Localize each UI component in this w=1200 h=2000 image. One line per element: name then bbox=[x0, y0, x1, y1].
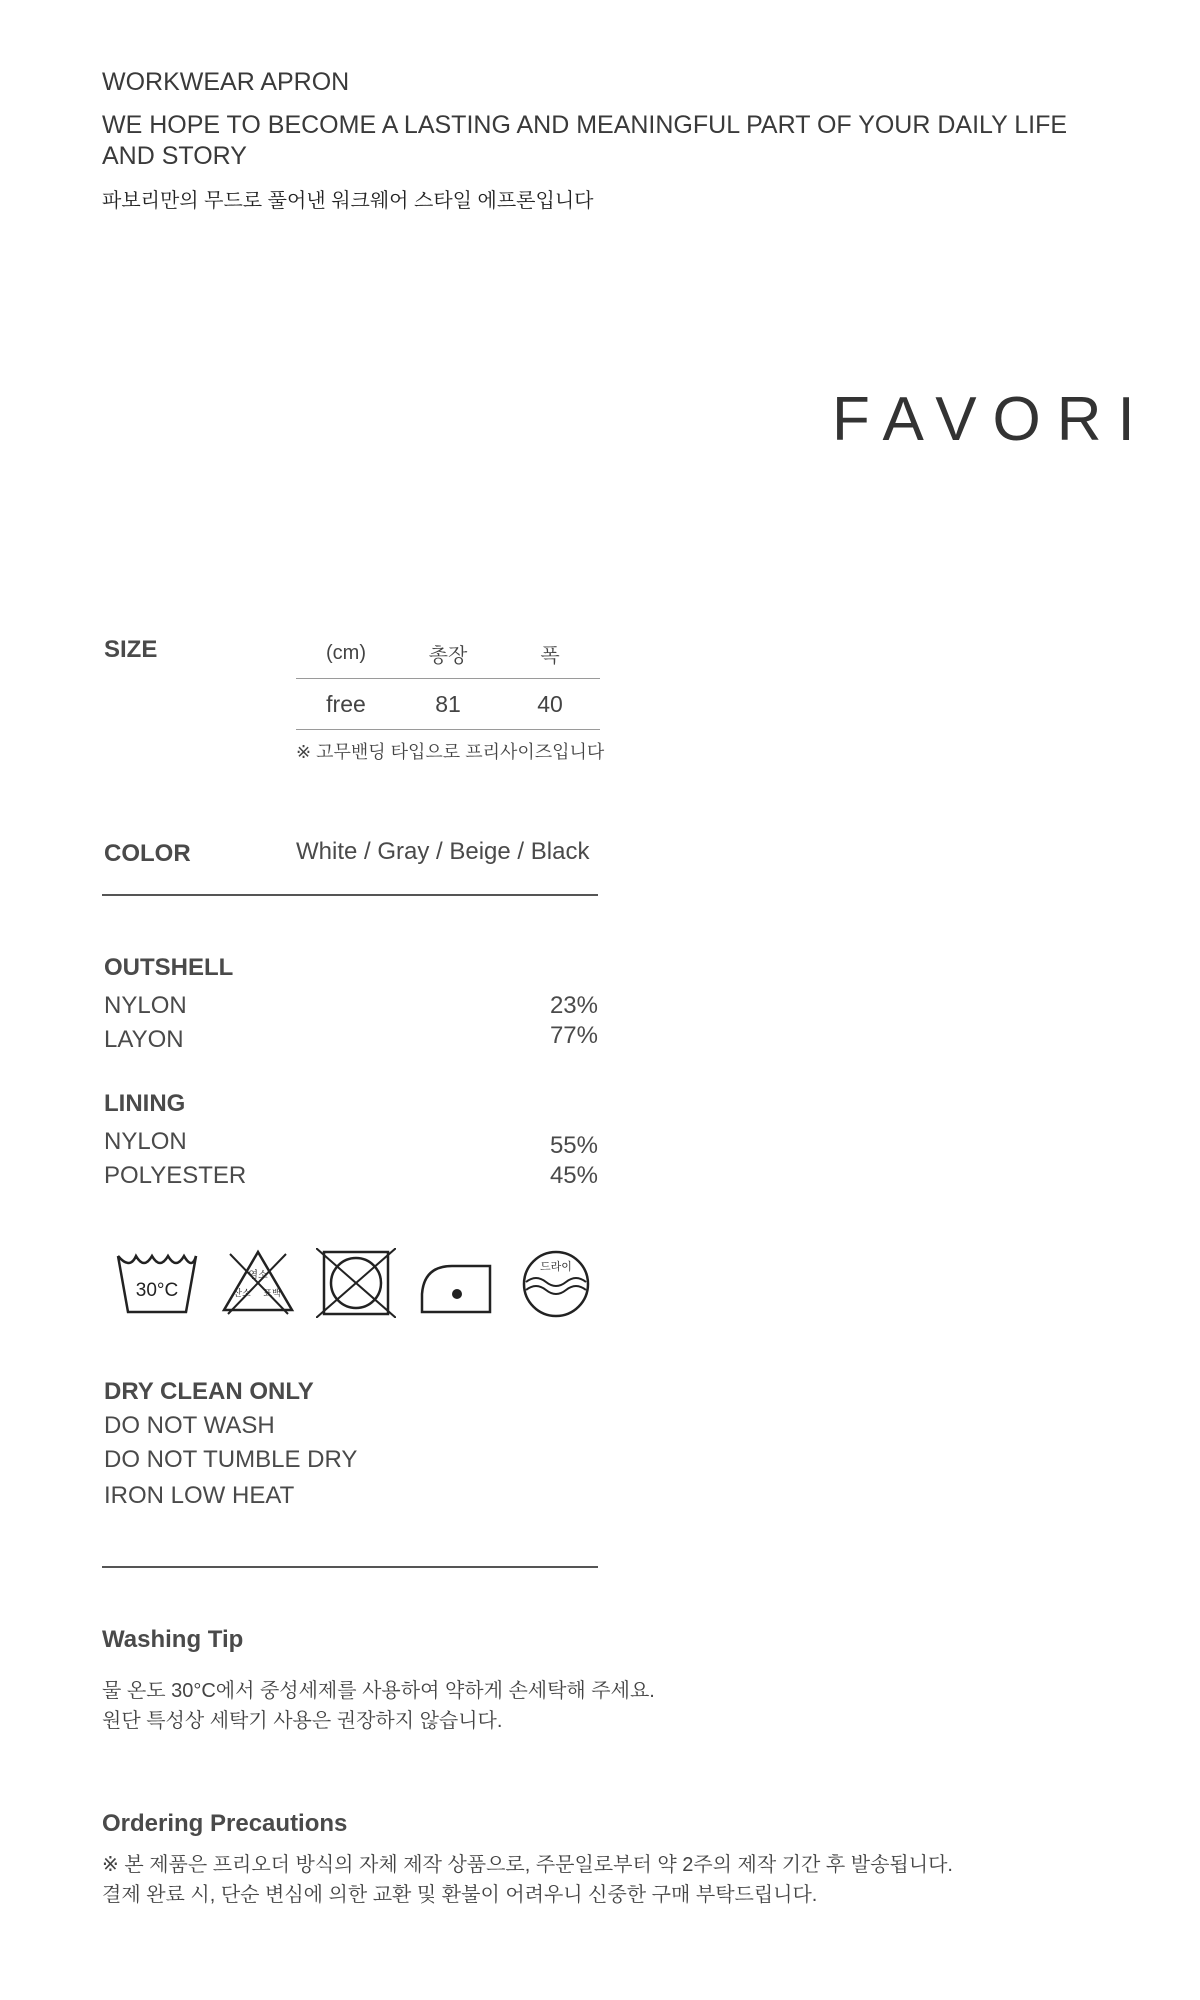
outshell-percent: 77% bbox=[549, 1022, 598, 1049]
bleach-oxygen-label: 산소 bbox=[233, 1289, 251, 1299]
no-tumble-dry-icon bbox=[316, 1248, 396, 1318]
size-cell: 81 bbox=[435, 690, 461, 717]
size-cell: 40 bbox=[537, 690, 563, 717]
size-label: SIZE bbox=[104, 636, 158, 663]
size-cell: free bbox=[326, 690, 366, 717]
care-line: IRON LOW HEAT bbox=[104, 1482, 295, 1509]
dry-clean-label: 드라이 bbox=[540, 1260, 572, 1273]
lining-percent: 45% bbox=[549, 1162, 598, 1189]
size-table-header bbox=[296, 628, 600, 678]
no-bleach-icon bbox=[218, 1248, 298, 1318]
dry-clean-icon bbox=[518, 1248, 594, 1324]
outshell-percent: 23% bbox=[549, 992, 598, 1019]
lining-label: LINING bbox=[104, 1090, 186, 1117]
size-col-width: 폭 bbox=[540, 644, 560, 667]
ordering-line: ※ 본 제품은 프리오더 방식의 자체 제작 상품으로, 주문일로부터 약 2주의 제작 기간 후 발송됩니다. bbox=[102, 1854, 953, 1876]
size-table-divider bbox=[296, 729, 600, 730]
washing-tip-title: Washing Tip bbox=[102, 1626, 244, 1653]
outshell-material: LAYON bbox=[104, 1026, 184, 1053]
lining-material: POLYESTER bbox=[104, 1162, 247, 1189]
ordering-line: 결제 완료 시, 단순 변심에 의한 교환 및 환불이 어려우니 신중한 구매 부탁드립니다. bbox=[102, 1884, 818, 1906]
bleach-whitening-label: 표백 bbox=[263, 1289, 281, 1299]
product-type: WORKWEAR APRON bbox=[102, 68, 350, 96]
tagline: WE HOPE TO BECOME A LASTING AND MEANINGFUL PART OF YOUR DAILY LIFE AND STORY bbox=[102, 111, 1068, 170]
size-col-length: 총장 bbox=[428, 644, 468, 667]
ordering-title: Ordering Precautions bbox=[102, 1810, 348, 1837]
care-line: DO NOT TUMBLE DRY bbox=[104, 1446, 358, 1473]
care-line: DO NOT WASH bbox=[104, 1412, 275, 1439]
size-col-unit: (cm) bbox=[326, 641, 366, 664]
outshell-material: NYLON bbox=[104, 992, 187, 1019]
lining-percent: 55% bbox=[549, 1132, 598, 1159]
color-value: White / Gray / Beige / Black bbox=[296, 838, 590, 865]
size-note: ※ 고무밴딩 타입으로 프리사이즈입니다 bbox=[296, 742, 605, 762]
lining-material: NYLON bbox=[104, 1128, 187, 1155]
ordering-body bbox=[102, 1850, 953, 1910]
table-row bbox=[296, 679, 600, 729]
outshell-label: OUTSHELL bbox=[104, 954, 234, 981]
section-divider bbox=[102, 894, 598, 896]
size-table bbox=[296, 628, 600, 730]
washing-tip-line: 물 온도 30°C에서 중성세제를 사용하여 약하게 손세탁해 주세요. bbox=[102, 1680, 655, 1702]
bleach-chlorine-label: 염소 bbox=[248, 1270, 268, 1281]
washing-tip-line: 원단 특성상 세탁기 사용은 권장하지 않습니다. bbox=[102, 1710, 503, 1732]
washing-tip-body bbox=[102, 1676, 655, 1736]
care-title: DRY CLEAN ONLY bbox=[104, 1378, 314, 1405]
iron-low-icon bbox=[416, 1248, 496, 1318]
description-kr: 파보리만의 무드로 풀어낸 워크웨어 스타일 에프론입니다 bbox=[102, 190, 594, 212]
color-label: COLOR bbox=[104, 840, 191, 867]
brand-logo: FAVORI bbox=[832, 385, 1151, 454]
wash-30-icon bbox=[112, 1248, 202, 1318]
section-divider bbox=[102, 1566, 598, 1568]
wash-temp-label: 30°C bbox=[135, 1280, 179, 1301]
